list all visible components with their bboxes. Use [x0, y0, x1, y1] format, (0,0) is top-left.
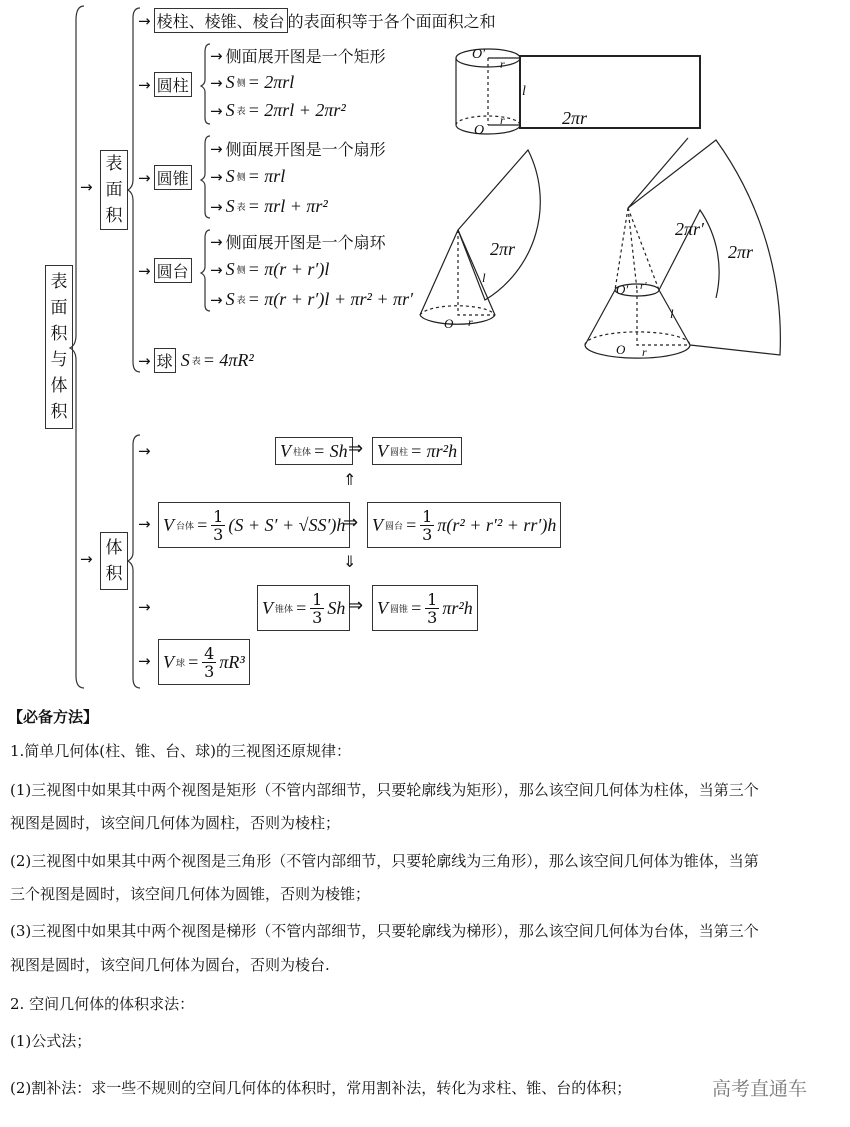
svg-text:O: O — [444, 316, 454, 331]
formula: = Sh — [313, 440, 348, 461]
prism-volume-box — [275, 437, 353, 465]
cone-row — [138, 165, 192, 190]
formula: = πrl — [247, 166, 286, 186]
root-label-box — [45, 265, 73, 429]
arrow: → — [138, 11, 151, 30]
formula: = 2πrl — [247, 72, 295, 92]
eq: = — [405, 514, 418, 535]
method-line: (2)三视图中如果其中两个视图是三角形（不管内部细节，只要轮廓线为三角形），那么该空间几何体为锥体，当第 — [10, 852, 759, 870]
method-line: 2. 空间几何体的体积求法： — [10, 995, 195, 1013]
diagrams — [400, 0, 850, 380]
cylinder-row — [138, 72, 192, 97]
cyl-unfold-text: 侧面展开图是一个矩形 — [225, 47, 386, 66]
root-char: 与 — [50, 350, 68, 370]
surface-char: 积 — [105, 206, 123, 226]
arrow: → — [210, 197, 223, 216]
cone-box: 圆锥 — [154, 165, 192, 190]
cylinder-volume-box — [372, 437, 462, 465]
formula: = 2πrl + 2πr² — [247, 100, 346, 120]
svg-text:l: l — [670, 306, 674, 321]
svg-text:r: r — [500, 113, 505, 127]
volume-brace — [128, 435, 140, 688]
var: S — [225, 72, 235, 92]
arrow: → — [80, 550, 93, 568]
var: V — [262, 597, 273, 618]
sub: 侧 — [236, 173, 246, 183]
denominator: 3 — [312, 607, 323, 627]
svg-text:r: r — [642, 345, 647, 359]
var: V — [163, 514, 174, 535]
frustum-unfold-text: 侧面展开图是一个扇环 — [225, 233, 386, 252]
denominator: 3 — [422, 524, 433, 544]
polyhedra-text: 的表面积等于各个面面积之和 — [287, 12, 496, 31]
cone-unfold-text: 侧面展开图是一个扇形 — [225, 140, 386, 159]
watermark: 高考直通车 — [712, 1078, 808, 1100]
method-line: 1.简单几何体(柱、锥、台、球)的三视图还原规律： — [10, 742, 352, 760]
svg-text:O: O — [474, 123, 485, 138]
arrow: → — [138, 442, 151, 460]
sub: 表 — [236, 296, 246, 306]
svg-text:r: r — [500, 57, 505, 71]
arrow: → — [138, 652, 151, 670]
methods-heading: 【必备方法】 — [8, 708, 99, 726]
var: S — [180, 350, 190, 370]
method-line: 视图是圆时，该空间几何体为圆柱，否则为棱柱； — [10, 814, 341, 832]
frustum-tot — [210, 289, 413, 310]
sphere-row — [138, 348, 254, 373]
svg-text:O′: O′ — [616, 282, 629, 297]
frustum-lat — [210, 259, 329, 280]
formula: πr²h — [442, 597, 473, 618]
arrow: → — [210, 167, 223, 186]
implies-down-icon: ⇓ — [343, 552, 357, 571]
var: V — [377, 440, 388, 461]
formula: Sh — [327, 597, 346, 618]
var: S — [225, 259, 235, 279]
formula: πR³ — [219, 651, 245, 672]
var: S — [225, 100, 235, 120]
numerator: 1 — [427, 589, 438, 609]
eq: = — [196, 514, 209, 535]
numerator: 1 — [312, 589, 323, 609]
arrow: → — [80, 178, 93, 196]
svg-text:2πr: 2πr — [490, 239, 516, 259]
sub: 台体 — [176, 521, 195, 532]
sub: 圆锥 — [390, 604, 409, 615]
svg-text:2πr: 2πr — [728, 242, 754, 262]
var: V — [280, 440, 291, 461]
arrow: → — [138, 351, 151, 370]
root-char: 表 — [50, 272, 68, 292]
numerator: 1 — [422, 506, 433, 526]
volume-label-box — [100, 532, 128, 590]
root-char: 积 — [50, 402, 68, 422]
arrow: → — [138, 515, 151, 533]
frustum-row — [138, 258, 192, 283]
arrow: → — [138, 75, 151, 94]
sub: 侧 — [236, 79, 246, 89]
svg-text:2πr′: 2πr′ — [675, 219, 704, 239]
cyl-item — [210, 44, 386, 67]
sphere-volume-box — [158, 639, 250, 685]
method-line: (1)公式法； — [10, 1032, 92, 1050]
arrow: → — [210, 139, 223, 158]
denominator: 3 — [213, 524, 224, 544]
cone-diagram — [420, 150, 540, 331]
formula: = π(r + r′)l — [247, 259, 330, 279]
method-line: (1)三视图中如果其中两个视图是矩形（不管内部细节，只要轮廓线为矩形），那么该空间几何体为柱体，当第三个 — [10, 781, 759, 799]
volume-char: 积 — [105, 564, 123, 584]
surface-brace — [128, 8, 140, 372]
sub: 柱体 — [293, 447, 312, 458]
arrow: → — [210, 46, 223, 65]
formula: π(r² + r′² + rr′)h — [437, 514, 557, 535]
svg-text:r′: r′ — [640, 280, 647, 292]
root-char: 积 — [50, 324, 68, 344]
numerator: 4 — [204, 643, 215, 663]
arrow: → — [210, 232, 223, 251]
method-line: 三个视图是圆时，该空间几何体为圆锥，否则为棱锥； — [10, 885, 371, 903]
root-char: 面 — [50, 298, 68, 318]
cyl-tot — [210, 100, 346, 121]
cylinder-diagram — [456, 47, 700, 138]
method-line: (2)割补法：求一些不规则的空间几何体的体积时，常用割补法，转化为求柱、锥、台的体积； — [10, 1079, 632, 1097]
eq: = — [187, 651, 200, 672]
svg-text:O: O — [616, 342, 626, 357]
var: S — [225, 289, 235, 309]
method-line: 视图是圆时，该空间几何体为圆台，否则为棱台. — [10, 956, 330, 974]
cylinder-box: 圆柱 — [154, 72, 192, 97]
frustum-box: 圆台 — [154, 258, 192, 283]
arrow: → — [210, 101, 223, 120]
svg-text:l: l — [482, 270, 486, 285]
svg-text:l: l — [522, 84, 526, 99]
var: V — [372, 514, 383, 535]
formula: = πrl + πr² — [247, 196, 328, 216]
sub: 表 — [191, 357, 201, 367]
var: S — [225, 196, 235, 216]
frustum-general-volume-box — [158, 502, 350, 548]
sub: 表 — [236, 203, 246, 213]
eq: = — [295, 597, 308, 618]
cone-tot — [210, 196, 328, 217]
sub: 表 — [236, 107, 246, 117]
sub: 圆柱 — [390, 447, 409, 458]
implies-up-icon: ⇑ — [343, 470, 357, 489]
frustum-diagram — [585, 138, 780, 359]
cone-volume-box — [372, 585, 478, 631]
implies-icon: ⇒ — [348, 595, 364, 616]
svg-text:O′: O′ — [472, 47, 486, 62]
polyhedra-box: 棱柱、棱锥、棱台 — [154, 8, 288, 33]
surface-char: 表 — [105, 154, 123, 174]
implies-icon: ⇒ — [343, 512, 359, 533]
cone-item — [210, 137, 386, 160]
formula: (S + S′ + √SS′)h — [228, 514, 346, 535]
formula: = 4πR² — [202, 350, 254, 370]
sub: 球 — [176, 658, 186, 669]
svg-text:r: r — [468, 315, 473, 329]
cone-lat — [210, 166, 285, 187]
arrow: → — [210, 290, 223, 309]
denominator: 3 — [427, 607, 438, 627]
var: S — [225, 166, 235, 186]
eq: = — [410, 597, 423, 618]
implies-icon: ⇒ — [348, 438, 364, 459]
surface-char: 面 — [105, 180, 123, 200]
method-line: (3)三视图中如果其中两个视图是梯形（不管内部细节，只要轮廓线为梯形），那么该空间几何体为台体，当第三个 — [10, 922, 759, 940]
frustum-item — [210, 230, 386, 253]
arrow: → — [210, 73, 223, 92]
arrow: → — [138, 261, 151, 280]
pyramid-volume-box — [257, 585, 350, 631]
surface-label-box — [100, 150, 128, 230]
sub: 锥体 — [275, 604, 294, 615]
formula: = π(r + r′)l + πr² + πr′ — [247, 289, 414, 309]
sphere-box: 球 — [154, 348, 176, 373]
var: V — [163, 651, 174, 672]
arrow: → — [138, 598, 151, 616]
volume-char: 体 — [105, 538, 123, 558]
cyl-lat — [210, 72, 294, 93]
sub: 侧 — [236, 266, 246, 276]
root-char: 体 — [50, 376, 68, 396]
frustum-circular-volume-box — [367, 502, 561, 548]
formula: = πr²h — [410, 440, 458, 461]
var: V — [377, 597, 388, 618]
denominator: 3 — [204, 661, 215, 681]
svg-text:2πr: 2πr — [562, 108, 588, 128]
arrow: → — [138, 168, 151, 187]
numerator: 1 — [213, 506, 224, 526]
sub: 圆台 — [385, 521, 404, 532]
arrow: → — [210, 260, 223, 279]
